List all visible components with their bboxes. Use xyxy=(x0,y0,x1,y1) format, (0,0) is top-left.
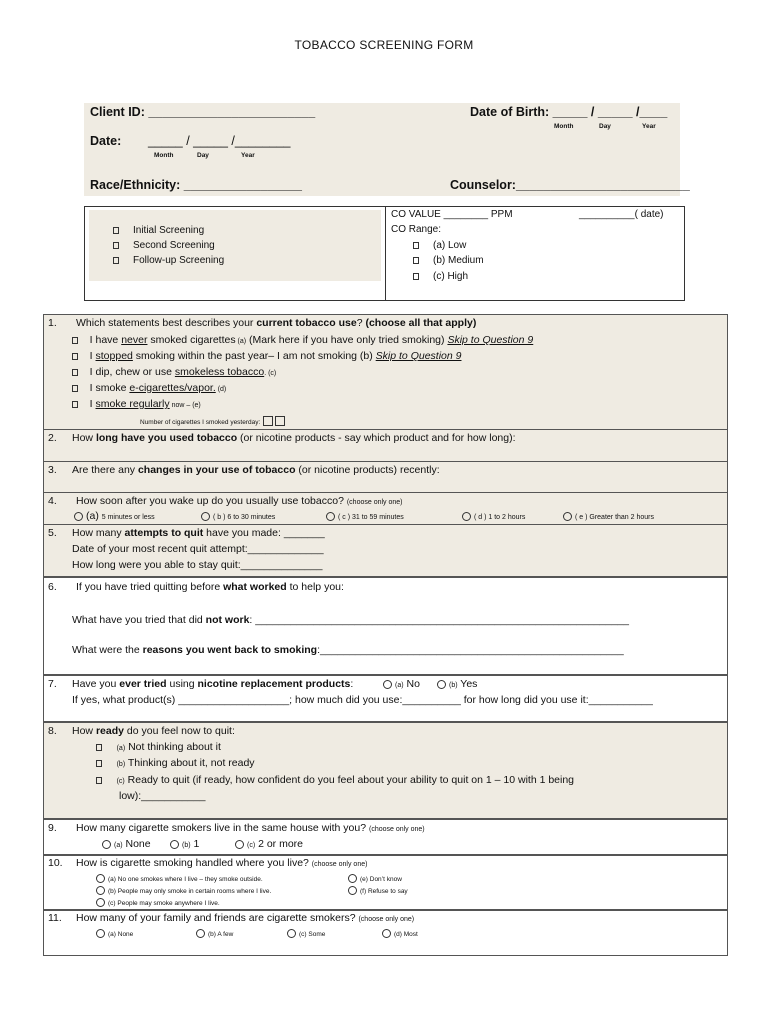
q9-option-more[interactable]: (c) 2 or more xyxy=(235,838,303,850)
checkbox-icon[interactable] xyxy=(96,744,102,751)
digit-box-icon[interactable] xyxy=(275,416,285,426)
race-ethnicity-field[interactable]: Race/Ethnicity: _________________ xyxy=(90,178,302,192)
q4-option-a[interactable]: (a) 5 minutes or less xyxy=(74,510,155,522)
question-8-text: How ready do you feel now to quit: xyxy=(72,725,235,737)
q6-reasons-field[interactable]: What were the reasons you went back to smoking:____________________________________________________ xyxy=(72,644,624,656)
question-3: 3. Are there any changes in your use of tobacco (or nicotine products) recently: xyxy=(43,461,728,493)
question-6: 6. If you have tried quitting before what worked to help you: What have you tried that did not work: ________________________________________________________________ What were the reasons you went back to smoking:____________________________________________________ xyxy=(43,577,728,675)
q6-not-work-field[interactable]: What have you tried that did not work: ________________________________________________________________ xyxy=(72,614,629,626)
checkbox-icon[interactable] xyxy=(96,760,102,767)
question-10: 10. How is cigarette smoking handled where you live? (choose only one) (a) No one smokes where I live – they smoke outside. (e) Don’t know (b) People may only smoke in certain rooms where I live. (f) Refuse to say (c) People may smoke anywhere I live. xyxy=(43,855,728,910)
radio-icon[interactable] xyxy=(196,929,205,938)
q4-option-c[interactable]: ( c ) 31 to 59 minutes xyxy=(326,510,404,522)
radio-icon[interactable] xyxy=(96,929,105,938)
question-7-text: Have you ever tried using nicotine replacement products: xyxy=(72,678,354,690)
question-6-text: If you have tried quitting before what worked to help you: xyxy=(76,581,344,593)
q11-option-none[interactable]: (a) None xyxy=(96,927,133,939)
q10-option-a[interactable]: (a) No one smokes where I live – they smoke outside. xyxy=(96,872,263,884)
dob-month-label: Month xyxy=(554,123,574,130)
co-range-label: CO Range: xyxy=(391,224,442,235)
checkbox-icon[interactable] xyxy=(113,242,119,249)
question-5: 5. How many attempts to quit have you made: _______ Date of your most recent quit attempt:_____________ How long were you able to stay quit:______________ xyxy=(43,524,728,577)
q5-recent-quit-field[interactable]: Date of your most recent quit attempt:_____________ xyxy=(72,543,324,555)
q5-stay-quit-field[interactable]: How long were you able to stay quit:______________ xyxy=(72,559,323,571)
checkbox-icon[interactable] xyxy=(96,777,102,784)
q1-option-never[interactable]: I have never smoked cigarettes (a) (Mark here if you have only tried smoking) Skip to Question 9 xyxy=(72,334,533,346)
q11-option-most[interactable]: (d) Most xyxy=(382,927,418,939)
q7-option-yes[interactable]: (b) Yes xyxy=(437,678,477,690)
question-1-text: Which statements best describes your current tobacco use? (choose all that apply) xyxy=(76,317,477,329)
dob-day-label: Day xyxy=(599,123,611,130)
question-11: 11. How many of your family and friends are cigarette smokers? (choose only one) (a) None (b) A few (c) Some (d) Most xyxy=(43,910,728,956)
q4-option-d[interactable]: ( d ) 1 to 2 hours xyxy=(462,510,525,522)
question-10-text: How is cigarette smoking handled where you live? (choose only one) xyxy=(76,857,368,869)
question-11-text: How many of your family and friends are cigarette smokers? (choose only one) xyxy=(76,912,415,924)
screening-followup[interactable]: Follow-up Screening xyxy=(113,255,224,266)
checkbox-icon[interactable] xyxy=(72,385,78,392)
q1-option-smokeless[interactable]: I dip, chew or use smokeless tobacco. (c) xyxy=(72,366,276,378)
q7-option-no[interactable]: (a) No xyxy=(383,678,420,690)
radio-icon[interactable] xyxy=(96,886,105,895)
radio-icon[interactable] xyxy=(201,512,210,521)
form-title: TOBACCO SCREENING FORM xyxy=(294,38,474,52)
radio-icon[interactable] xyxy=(382,929,391,938)
q11-option-some[interactable]: (c) Some xyxy=(287,927,325,939)
radio-icon[interactable] xyxy=(96,898,105,907)
checkbox-icon[interactable] xyxy=(413,257,419,264)
date-day-label: Day xyxy=(197,152,209,159)
q10-option-e[interactable]: (e) Don’t know xyxy=(348,872,402,884)
q1-option-ecig[interactable]: I smoke e-cigarettes/vapor. (d) xyxy=(72,382,226,394)
dob-year-label: Year xyxy=(642,123,656,130)
screening-second[interactable]: Second Screening xyxy=(113,240,215,251)
radio-icon[interactable] xyxy=(74,512,83,521)
question-4-text: How soon after you wake up do you usually use tobacco? (choose only one) xyxy=(76,495,403,507)
radio-icon[interactable] xyxy=(287,929,296,938)
radio-icon[interactable] xyxy=(96,874,105,883)
q11-option-few[interactable]: (b) A few xyxy=(196,927,233,939)
question-2: 2. How long have you used tobacco (or nicotine products - say which product and for how long): xyxy=(43,429,728,462)
q1-yesterday-count[interactable]: Number of cigarettes I smoked yesterday: xyxy=(140,415,287,427)
checkbox-icon[interactable] xyxy=(72,353,78,360)
radio-icon[interactable] xyxy=(348,874,357,883)
box-divider xyxy=(385,207,386,300)
q8-option-b[interactable]: (b) Thinking about it, not ready xyxy=(96,757,255,769)
co-high[interactable]: (c) High xyxy=(413,271,468,282)
question-7: 7. Have you ever tried using nicotine replacement products: (a) No (b) Yes If yes, what product(s) ___________________; how much did you use:__________ for how long did you use it:___________ xyxy=(43,675,728,722)
q4-option-e[interactable]: ( e ) Greater than 2 hours xyxy=(563,510,654,522)
client-id-field[interactable]: Client ID: ________________________ xyxy=(90,105,316,119)
q8-option-c[interactable]: (c) Ready to quit (if ready, how confident do you feel about your ability to quit on 1 – 10 with 1 being xyxy=(96,774,574,786)
checkbox-icon[interactable] xyxy=(113,257,119,264)
q10-option-c[interactable]: (c) People may smoke anywhere I live. xyxy=(96,896,220,908)
screening-initial[interactable]: Initial Screening xyxy=(113,225,204,236)
question-4: 4. How soon after you wake up do you usually use tobacco? (choose only one) (a) 5 minutes or less ( b ) 6 to 30 minutes ( c ) 31 to 59 minutes ( d ) 1 to 2 hours ( e ) Greater than 2 hours xyxy=(43,492,728,525)
q10-option-f[interactable]: (f) Refuse to say xyxy=(348,884,408,896)
date-month-label: Month xyxy=(154,152,174,159)
checkbox-icon[interactable] xyxy=(413,273,419,280)
checkbox-icon[interactable] xyxy=(72,369,78,376)
date-of-birth-field[interactable]: Date of Birth: _____ / _____ /____ xyxy=(470,105,668,119)
client-info-section xyxy=(84,103,690,196)
date-field[interactable]: _____ / _____ /________ xyxy=(148,134,291,148)
counselor-field[interactable]: Counselor:_________________________ xyxy=(450,178,690,192)
radio-icon[interactable] xyxy=(383,680,392,689)
checkbox-icon[interactable] xyxy=(72,401,78,408)
co-medium[interactable]: (b) Medium xyxy=(413,255,484,266)
question-5-text[interactable]: How many attempts to quit have you made: _______ xyxy=(72,527,325,539)
date-label: Date: xyxy=(90,134,122,148)
radio-icon[interactable] xyxy=(348,886,357,895)
q8-confidence-field[interactable]: low):___________ xyxy=(119,790,206,802)
co-date-field[interactable]: __________( date) xyxy=(579,209,664,220)
co-value-field[interactable]: CO VALUE ________ PPM xyxy=(391,209,513,220)
radio-icon[interactable] xyxy=(326,512,335,521)
q7-product-details-field[interactable]: If yes, what product(s) ___________________; how much did you use:__________ for how long did you use it:___________ xyxy=(72,694,653,706)
screening-co-box xyxy=(84,206,685,301)
question-2-text: How long have you used tobacco (or nicotine products - say which product and for how long): xyxy=(72,432,516,444)
digit-box-icon[interactable] xyxy=(263,416,273,426)
q10-option-b[interactable]: (b) People may only smoke in certain rooms where I live. xyxy=(96,884,271,896)
q9-option-one[interactable]: (b) 1 xyxy=(170,838,199,850)
question-1 xyxy=(43,314,728,430)
question-3-text: Are there any changes in your use of tobacco (or nicotine products) recently: xyxy=(72,464,440,476)
question-9-text: How many cigarette smokers live in the same house with you? (choose only one) xyxy=(76,822,425,834)
question-number: 1. xyxy=(48,317,57,329)
co-low[interactable]: (a) Low xyxy=(413,240,466,251)
radio-icon[interactable] xyxy=(437,680,446,689)
radio-icon[interactable] xyxy=(235,840,244,849)
radio-icon[interactable] xyxy=(462,512,471,521)
question-8: 8. How ready do you feel now to quit: (a) Not thinking about it (b) Thinking about it, not ready (c) Ready to quit (if ready, how confident do you feel about your ability to quit on 1 – 10 with 1 being low):___________ xyxy=(43,722,728,819)
q8-option-a[interactable]: (a) Not thinking about it xyxy=(96,741,221,753)
radio-icon[interactable] xyxy=(170,840,179,849)
checkbox-icon[interactable] xyxy=(113,227,119,234)
q1-option-stopped[interactable]: I stopped smoking within the past year– I am not smoking (b) Skip to Question 9 xyxy=(72,350,461,362)
date-year-label: Year xyxy=(241,152,255,159)
question-9: 9. How many cigarette smokers live in the same house with you? (choose only one) (a) None (b) 1 (c) 2 or more xyxy=(43,819,728,855)
radio-icon[interactable] xyxy=(102,840,111,849)
q1-option-regular[interactable]: I smoke regularly now – (e) xyxy=(72,398,201,410)
q4-option-b[interactable]: ( b ) 6 to 30 minutes xyxy=(201,510,275,522)
checkbox-icon[interactable] xyxy=(72,337,78,344)
radio-icon[interactable] xyxy=(563,512,572,521)
q9-option-none[interactable]: (a) None xyxy=(102,838,151,850)
checkbox-icon[interactable] xyxy=(413,242,419,249)
